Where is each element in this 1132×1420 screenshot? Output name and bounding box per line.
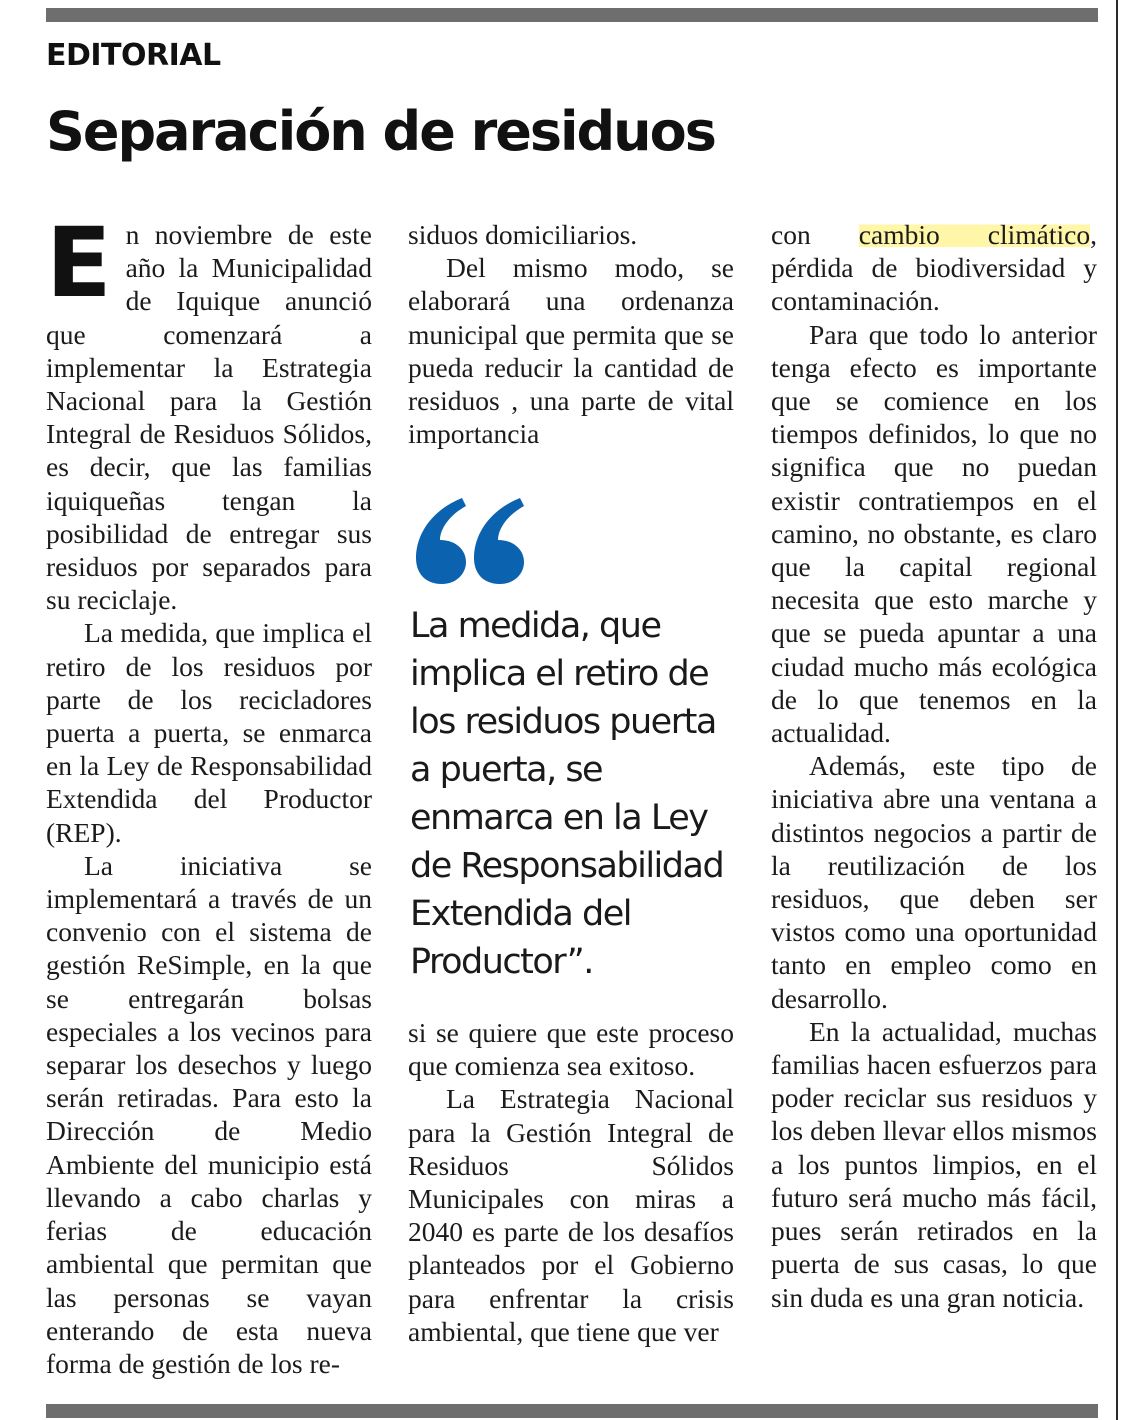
pull-quote: La medida, que implica el retiro de los residuos puerta a puerta, se enmarca en la Ley de Responsabilidad Extendida del Productor”.: [410, 606, 724, 982]
top-rule: [46, 8, 1098, 22]
article-column-3: [771, 218, 1097, 1314]
paragraph-11: En la actualidad, muchas familias hacen esfuerzos para poder reciclar sus residuos y los deben llevar ellos mismos a los puntos limpios, en el futuro será mucho más fácil, pues serán retirados en la puerta de sus casas, lo que sin duda es una gran noticia.: [771, 1015, 1097, 1313]
paragraph-8: [771, 218, 1097, 318]
bottom-rule: [46, 1404, 1098, 1418]
paragraph-1-text: n noviembre de este año la Municipalidad de Iquique anunció que comenzará a implementar la Estrategia Nacional para la Gestión Integral de Residuos Sólidos, es decir, que las familias iquiqueñas tengan la posibilidad de entregar sus residuos por separados para su reciclaje.: [46, 219, 372, 616]
headline: Separación de residuos: [46, 100, 715, 163]
paragraph-5: Del mismo modo, se elaborará una ordenanza municipal que permita que se pueda reducir la cantidad de residuos , una parte de vital importancia: [408, 252, 734, 450]
article-column-2: [408, 218, 734, 450]
paragraph-6: si se quiere que este proceso que comienza sea exitoso.: [408, 1017, 734, 1082]
article-column-1: [46, 207, 372, 1380]
paragraph-2: La medida, que implica el retiro de los residuos por parte de los recicladores puerta a puerta, se enmarca en la Ley de Responsabilidad Extendida del Productor (REP).: [46, 617, 372, 848]
highlighted-text: cambio climático: [858, 219, 1091, 250]
paragraph-7: La Estrategia Nacional para la Gestión Integral de Residuos Sólidos Municipales con miras a 2040 es parte de los desafíos planteados por el Gobierno para enfrentar la crisis ambiental, que tiene que ver: [408, 1083, 734, 1347]
section-label: EDITORIAL: [46, 38, 221, 73]
column-divider: [1116, 0, 1118, 1420]
drop-cap: E: [46, 207, 112, 319]
paragraph-4: siduos domiciliarios.: [408, 219, 638, 250]
article-column-2-continued: [408, 1016, 734, 1348]
paragraph-1: [46, 207, 372, 616]
paragraph-8-start: con: [771, 219, 859, 250]
paragraph-10: Además, este tipo de iniciativa abre una ventana a distintos negocios a partir de la reutilización de los residuos, que deben ser vistos como una oportunidad tanto en empleo como en desarrollo.: [771, 750, 1097, 1014]
paragraph-8-end: , pérdida de biodiversidad y contaminación.: [771, 219, 1097, 317]
paragraph-3: La iniciativa se implementará a través de un convenio con el sistema de gestión ReSimple, en la que se entregarán bolsas especiales a los vecinos para separar los desechos y luego serán retiradas. Para esto la Dirección de Medio Ambiente del municipio está llevando a cabo charlas y ferias de educación ambiental que permitan que las personas se vayan enterando de esta nueva forma de gestión de los re-: [46, 849, 372, 1379]
quote-mark-icon: [412, 492, 532, 592]
paragraph-9: Para que todo lo anterior tenga efecto es importante que se comience en los tiempos definidos, lo que no significa que no puedan existir contratiempos en el camino, no obstante, es claro que la capital regional necesita que esto marche y que se pueda apuntar a una ciudad mucho más ecológica de lo que tenemos en la actualidad.: [771, 318, 1097, 749]
